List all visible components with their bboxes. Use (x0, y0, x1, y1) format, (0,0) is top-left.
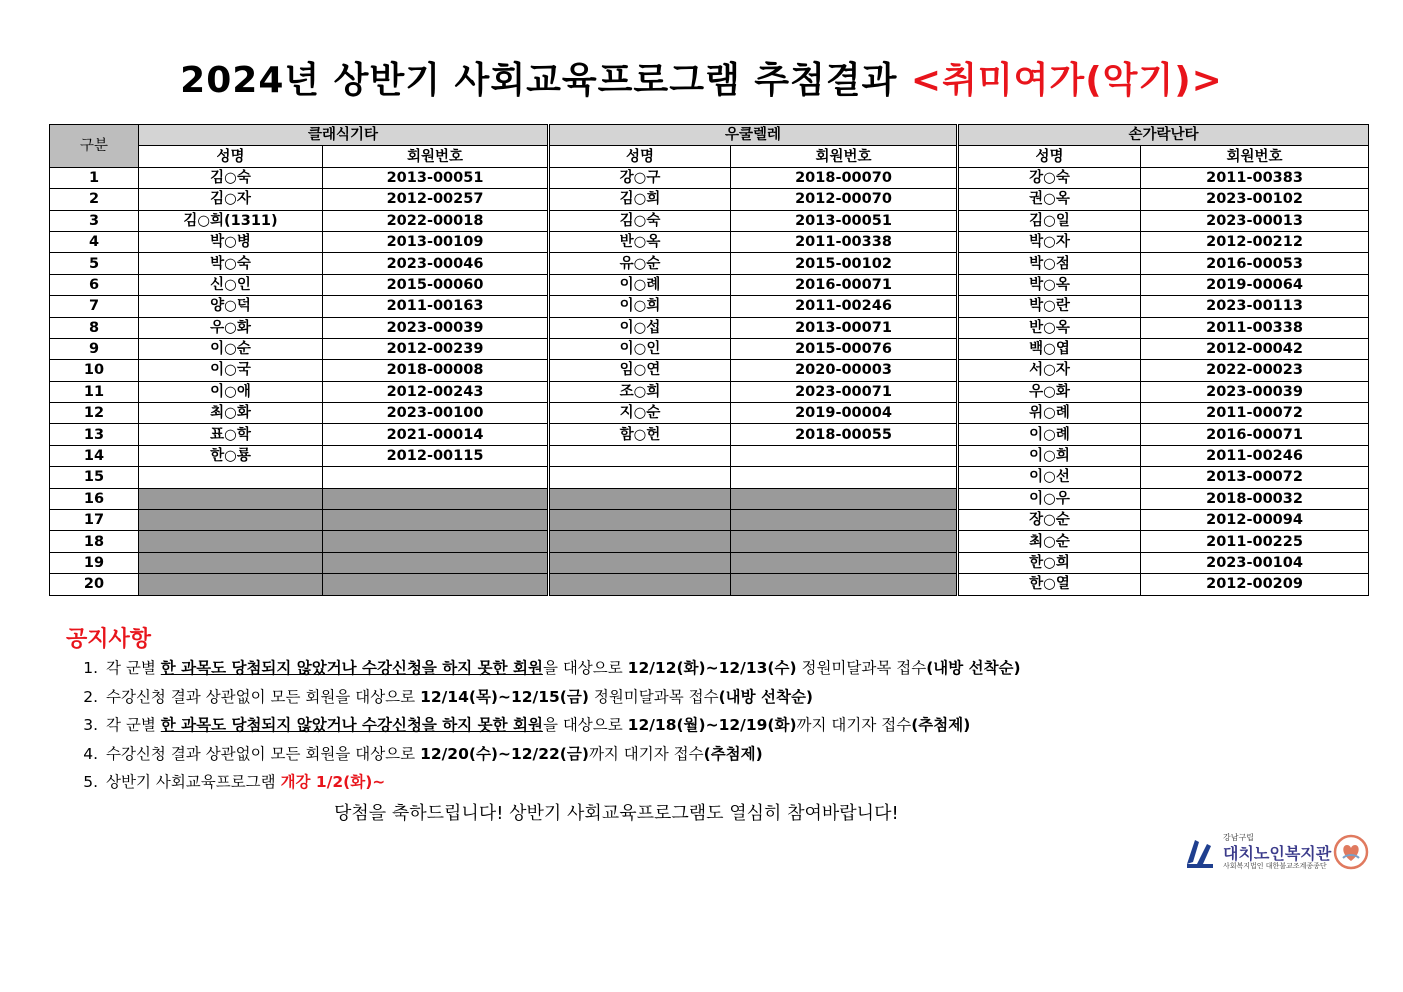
empty-shaded-cell (323, 510, 549, 531)
member-name-cell: 반○옥 (958, 317, 1141, 338)
notice-bold-text: (추첨제) (703, 744, 763, 763)
empty-shaded-cell (549, 510, 731, 531)
notice-heading: 공지사항 (66, 627, 152, 652)
table-row (50, 296, 1369, 317)
member-name-cell: 한○룡 (139, 445, 323, 466)
member-name-cell: 이○인 (549, 338, 731, 359)
empty-shaded-cell (549, 552, 731, 573)
notice-highlight-text: 개강 1/2(화)~ (280, 773, 386, 791)
notice-text: 을 대상으로 (542, 716, 628, 734)
member-name-cell: 박○병 (139, 231, 323, 252)
member-number-cell: 2011-00338 (1141, 317, 1369, 338)
member-number-cell: 2018-00032 (1141, 488, 1369, 509)
row-number: 17 (50, 510, 139, 531)
member-number-cell: 2013-00072 (1141, 467, 1369, 488)
member-number-cell: 2016-00071 (731, 274, 958, 295)
row-number: 1 (50, 167, 139, 188)
member-number-cell: 2013-00071 (731, 317, 958, 338)
member-number-cell: 2012-00239 (323, 338, 549, 359)
member-number-cell: 2023-00113 (1141, 296, 1369, 317)
member-number-cell: 2012-00212 (1141, 231, 1369, 252)
notice-text: 까지 대기자 접수 (796, 716, 912, 734)
row-number: 4 (50, 231, 139, 252)
notice-text: 각 군별 (106, 716, 161, 734)
member-number-cell: 2015-00102 (731, 253, 958, 274)
table-row (50, 552, 1369, 573)
member-name-cell (549, 467, 731, 488)
member-number-cell: 2019-00064 (1141, 274, 1369, 295)
empty-shaded-cell (139, 531, 323, 552)
table-row (50, 274, 1369, 295)
row-number: 5 (50, 253, 139, 274)
member-number-cell: 2023-00046 (323, 253, 549, 274)
member-name-cell: 김○희 (549, 189, 731, 210)
row-number: 6 (50, 274, 139, 295)
row-number: 9 (50, 338, 139, 359)
column-header-row (50, 146, 1369, 167)
member-name-cell: 이○희 (958, 445, 1141, 466)
row-number: 15 (50, 467, 139, 488)
row-number: 3 (50, 210, 139, 231)
notice-item-number: 5. (83, 773, 98, 791)
member-number-cell: 2023-00013 (1141, 210, 1369, 231)
notice-underlined-text: 한 과목도 당첨되지 않았거나 수강신청을 하지 못한 회원 (160, 716, 543, 734)
member-number-cell: 2023-00039 (1141, 381, 1369, 402)
member-name-cell: 박○점 (958, 253, 1141, 274)
member-name-cell: 이○국 (139, 360, 323, 381)
logo-name: 대치노인복지관 (1223, 844, 1332, 863)
table-row (50, 424, 1369, 445)
table-row (50, 467, 1369, 488)
page-title (0, 52, 1403, 103)
member-name-cell: 양○덕 (139, 296, 323, 317)
empty-shaded-cell (731, 510, 958, 531)
member-name-cell: 우○화 (139, 317, 323, 338)
empty-shaded-cell (731, 574, 958, 595)
title-main: 2024년 상반기 사회교육프로그램 추첨결과 (180, 60, 911, 101)
member-number-cell: 2011-00383 (1141, 167, 1369, 188)
member-name-cell: 서○자 (958, 360, 1141, 381)
member-name-cell: 최○화 (139, 403, 323, 424)
member-name-cell: 표○학 (139, 424, 323, 445)
lottery-results-table (49, 124, 1369, 596)
member-name-cell: 이○례 (549, 274, 731, 295)
table-body (50, 167, 1369, 595)
row-number: 8 (50, 317, 139, 338)
member-name-cell: 박○숙 (139, 253, 323, 274)
member-number-cell (323, 467, 549, 488)
member-number-cell: 2020-00003 (731, 360, 958, 381)
member-name-cell: 위○례 (958, 403, 1141, 424)
member-number-header: 회원번호 (731, 146, 958, 167)
member-number-cell: 2023-00100 (323, 403, 549, 424)
member-number-cell: 2011-00163 (323, 296, 549, 317)
row-number: 2 (50, 189, 139, 210)
row-number: 16 (50, 488, 139, 509)
table-row (50, 210, 1369, 231)
table-row (50, 510, 1369, 531)
name-header: 성명 (958, 146, 1141, 167)
member-number-cell (731, 467, 958, 488)
member-name-cell: 이○례 (958, 424, 1141, 445)
row-number: 13 (50, 424, 139, 445)
row-number: 7 (50, 296, 139, 317)
member-number-cell: 2011-00072 (1141, 403, 1369, 424)
member-number-header: 회원번호 (323, 146, 549, 167)
member-number-cell: 2011-00338 (731, 231, 958, 252)
row-number: 19 (50, 552, 139, 573)
name-header: 성명 (139, 146, 323, 167)
member-name-cell: 박○옥 (958, 274, 1141, 295)
notice-text: 각 군별 (106, 659, 161, 677)
member-number-cell: 2023-00039 (323, 317, 549, 338)
member-name-cell: 함○헌 (549, 424, 731, 445)
notice-text: 을 대상으로 (542, 659, 628, 677)
row-number: 12 (50, 403, 139, 424)
member-number-cell: 2011-00246 (731, 296, 958, 317)
table-row (50, 338, 1369, 359)
member-name-cell: 장○순 (958, 510, 1141, 531)
member-name-cell: 김○희(1311) (139, 210, 323, 231)
member-number-cell: 2018-00008 (323, 360, 549, 381)
member-number-cell: 2013-00051 (323, 167, 549, 188)
empty-shaded-cell (139, 574, 323, 595)
notice-text: 정원미달과목 접수 (796, 659, 927, 677)
member-name-cell: 김○숙 (139, 167, 323, 188)
notice-item (66, 656, 1021, 685)
corner-header: 구분 (50, 125, 139, 168)
congratulations-text: 당첨을 축하드립니다! 상반기 사회교육프로그램도 열심히 참여바랍니다! (334, 803, 899, 824)
member-number-cell: 2012-00094 (1141, 510, 1369, 531)
member-name-cell (549, 445, 731, 466)
name-header: 성명 (549, 146, 731, 167)
table-row (50, 189, 1369, 210)
table-row (50, 253, 1369, 274)
member-number-cell: 2012-00070 (731, 189, 958, 210)
member-name-cell: 김○숙 (549, 210, 731, 231)
title-accent: <취미여가(악기)> (910, 60, 1223, 101)
member-name-cell: 한○열 (958, 574, 1141, 595)
empty-shaded-cell (549, 531, 731, 552)
member-name-cell: 우○화 (958, 381, 1141, 402)
member-number-header: 회원번호 (1141, 146, 1369, 167)
member-number-cell: 2012-00243 (323, 381, 549, 402)
member-name-cell: 이○순 (139, 338, 323, 359)
member-number-cell: 2022-00018 (323, 210, 549, 231)
notice-item (66, 713, 1021, 742)
notice-bold-text: 12/20(수)~12/22(금) (420, 744, 589, 763)
notice-underlined-text: 한 과목도 당첨되지 않았거나 수강신청을 하지 못한 회원 (160, 659, 543, 677)
notice-bold-text: (추첨제) (911, 716, 971, 734)
row-number: 18 (50, 531, 139, 552)
member-number-cell: 2011-00246 (1141, 445, 1369, 466)
group-header-1: 클래식기타 (139, 125, 549, 146)
member-name-cell: 김○일 (958, 210, 1141, 231)
row-number: 20 (50, 574, 139, 595)
notice-item-number: 2. (83, 687, 98, 706)
group-header-row (50, 125, 1369, 146)
table-row (50, 531, 1369, 552)
notice-bold-text: 12/18(월)~12/19(화) (627, 716, 797, 734)
member-number-cell: 2019-00004 (731, 403, 958, 424)
member-name-cell: 임○연 (549, 360, 731, 381)
empty-shaded-cell (549, 574, 731, 595)
member-name-cell: 이○애 (139, 381, 323, 402)
row-number: 14 (50, 445, 139, 466)
empty-shaded-cell (549, 488, 731, 509)
group-header-3: 손가락난타 (958, 125, 1369, 146)
table-row (50, 445, 1369, 466)
institution-logo-icon (1183, 834, 1219, 870)
notice-bold-text: (내방 선착순) (926, 659, 1021, 677)
member-number-cell: 2016-00071 (1141, 424, 1369, 445)
table-row (50, 167, 1369, 188)
member-name-cell: 한○희 (958, 552, 1141, 573)
empty-shaded-cell (731, 531, 958, 552)
notice-text: 상반기 사회교육프로그램 (106, 773, 281, 791)
member-name-cell: 지○순 (549, 403, 731, 424)
member-number-cell: 2021-00014 (323, 424, 549, 445)
empty-shaded-cell (139, 552, 323, 573)
member-name-cell: 박○란 (958, 296, 1141, 317)
notice-item-number: 4. (83, 744, 98, 763)
empty-shaded-cell (139, 510, 323, 531)
empty-shaded-cell (323, 552, 549, 573)
member-name-cell: 신○인 (139, 274, 323, 295)
member-name-cell (139, 467, 323, 488)
group-header-2: 우쿨렐레 (549, 125, 958, 146)
notice-item (66, 742, 1021, 771)
notice-text: 정원미달과목 접수 (588, 687, 719, 706)
member-number-cell: 2023-00104 (1141, 552, 1369, 573)
table-row (50, 403, 1369, 424)
institution-logo (1183, 830, 1373, 874)
member-name-cell: 강○구 (549, 167, 731, 188)
notice-text: 까지 대기자 접수 (588, 744, 704, 763)
table-row (50, 488, 1369, 509)
notice-text: 수강신청 결과 상관없이 모든 회원을 대상으로 (106, 744, 421, 763)
member-name-cell: 이○섭 (549, 317, 731, 338)
member-name-cell: 이○선 (958, 467, 1141, 488)
notice-item-number: 1. (83, 659, 98, 677)
logo-small-text: 강남구립 (1223, 833, 1254, 842)
member-number-cell: 2015-00060 (323, 274, 549, 295)
table-row (50, 574, 1369, 595)
table-row (50, 360, 1369, 381)
member-number-cell: 2023-00102 (1141, 189, 1369, 210)
empty-shaded-cell (731, 488, 958, 509)
member-number-cell: 2013-00051 (731, 210, 958, 231)
member-name-cell: 박○자 (958, 231, 1141, 252)
member-name-cell: 권○옥 (958, 189, 1141, 210)
member-number-cell: 2016-00053 (1141, 253, 1369, 274)
member-number-cell: 2011-00225 (1141, 531, 1369, 552)
member-name-cell: 이○희 (549, 296, 731, 317)
table-row (50, 317, 1369, 338)
member-number-cell (731, 445, 958, 466)
notice-bold-text: (내방 선착순) (718, 687, 814, 706)
notice-list (66, 656, 1021, 799)
member-name-cell: 강○숙 (958, 167, 1141, 188)
member-name-cell: 김○자 (139, 189, 323, 210)
notice-text: 수강신청 결과 상관없이 모든 회원을 대상으로 (106, 687, 421, 706)
notice-bold-text: 12/12(화)~12/13(수) (627, 659, 797, 677)
notice-item (66, 685, 1021, 714)
member-name-cell: 조○희 (549, 381, 731, 402)
table-row (50, 231, 1369, 252)
member-name-cell: 유○순 (549, 253, 731, 274)
member-number-cell: 2023-00071 (731, 381, 958, 402)
logo-sub-text: 사회복지법인 대한불교조계종종단 (1223, 862, 1327, 870)
member-name-cell: 반○옥 (549, 231, 731, 252)
row-number: 11 (50, 381, 139, 402)
member-number-cell: 2012-00209 (1141, 574, 1369, 595)
empty-shaded-cell (323, 574, 549, 595)
member-number-cell: 2018-00055 (731, 424, 958, 445)
member-number-cell: 2018-00070 (731, 167, 958, 188)
empty-shaded-cell (323, 488, 549, 509)
member-name-cell: 이○우 (958, 488, 1141, 509)
empty-shaded-cell (323, 531, 549, 552)
row-number: 10 (50, 360, 139, 381)
empty-shaded-cell (139, 488, 323, 509)
empty-shaded-cell (731, 552, 958, 573)
member-number-cell: 2013-00109 (323, 231, 549, 252)
member-number-cell: 2015-00076 (731, 338, 958, 359)
notice-item (66, 770, 1021, 799)
member-number-cell: 2012-00042 (1141, 338, 1369, 359)
member-number-cell: 2012-00257 (323, 189, 549, 210)
heart-emblem-icon (1333, 834, 1369, 870)
member-number-cell: 2012-00115 (323, 445, 549, 466)
member-number-cell: 2022-00023 (1141, 360, 1369, 381)
member-name-cell: 최○순 (958, 531, 1141, 552)
notice-item-number: 3. (83, 716, 98, 734)
table-row (50, 381, 1369, 402)
notice-bold-text: 12/14(목)~12/15(금) (420, 687, 589, 706)
member-name-cell: 백○엽 (958, 338, 1141, 359)
